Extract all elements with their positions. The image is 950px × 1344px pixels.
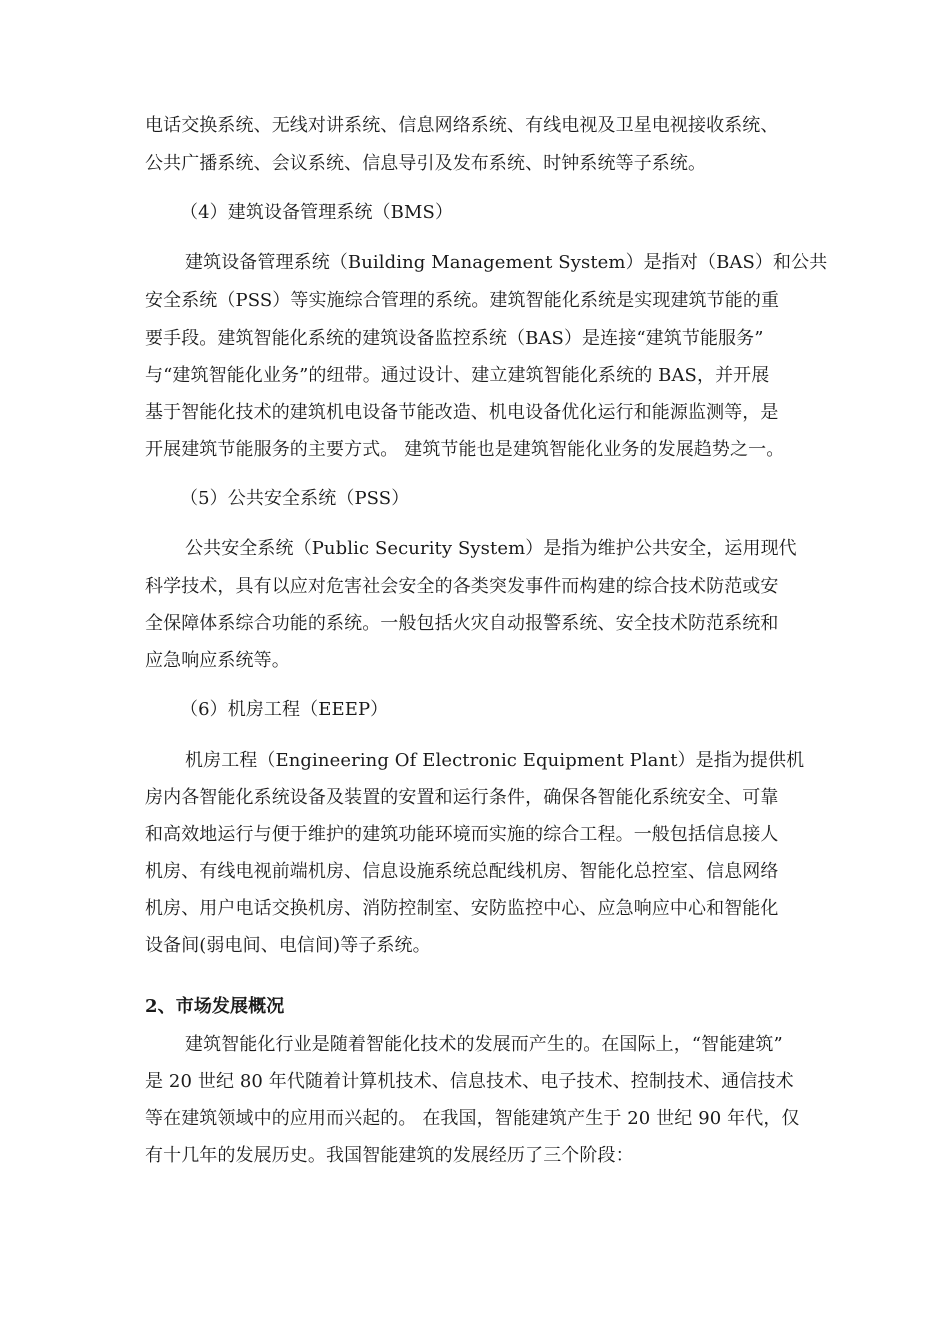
- paragraph-line: 应急响应系统等。: [145, 650, 290, 671]
- paragraph-line: 全保障体系综合功能的系统。一般包括火灾自动报警系统、安全技术防范系统和: [145, 613, 779, 634]
- paragraph-line: 和高效地运行与便于维护的建筑功能环境而实施的综合工程。一般包括信息接人: [145, 824, 779, 845]
- paragraph-line: 等在建筑领域中的应用而兴起的。 在我国，智能建筑产生于 20 世纪 90 年代，仅: [145, 1108, 800, 1129]
- paragraph-line: 房内各智能化系统设备及装置的安置和运行条件，确保各智能化系统安全、可靠: [145, 787, 779, 808]
- paragraph-line: 建筑智能化行业是随着智能化技术的发展而产生的。在国际上，“智能建筑”: [185, 1034, 783, 1055]
- paragraph-line: 是 20 世纪 80 年代随着计算机技术、信息技术、电子技术、控制技术、通信技术: [145, 1071, 794, 1092]
- paragraph-line: 建筑设备管理系统（Building Management System）是指对（BAS）和公共: [185, 252, 828, 273]
- paragraph-line: 公共安全系统（Public Security System）是指为维护公共安全，运用现代: [185, 538, 797, 559]
- paragraph-line: 有十几年的发展历史。我国智能建筑的发展经历了三个阶段：: [145, 1145, 634, 1166]
- paragraph-line: 设备间(弱电间、电信间)等子系统。: [145, 935, 431, 956]
- paragraph-line: 电话交换系统、无线对讲系统、信息网络系统、有线电视及卫星电视接收系统、: [145, 115, 779, 136]
- paragraph-line: 机房、用户电话交换机房、消防控制室、安防监控中心、应急响应中心和智能化: [145, 898, 779, 919]
- section-heading-pss: （5）公共安全系统（PSS）: [180, 488, 410, 509]
- section-heading-market: 2、市场发展概况: [145, 996, 285, 1017]
- paragraph-line: 公共广播系统、会议系统、信息导引及发布系统、时钟系统等子系统。: [145, 153, 707, 174]
- paragraph-line: 机房工程（Engineering Of Electronic Equipment Plant）是指为提供机: [185, 750, 805, 771]
- paragraph-line: 安全系统（PSS）等实施综合管理的系统。建筑智能化系统是实现建筑节能的重: [145, 290, 780, 311]
- paragraph-line: 科学技术，具有以应对危害社会安全的各类突发事件而构建的综合技术防范或安: [145, 576, 779, 597]
- paragraph-line: 基于智能化技术的建筑机电设备节能改造、机电设备优化运行和能源监测等，是: [145, 402, 779, 423]
- section-heading-bms: （4）建筑设备管理系统（BMS）: [180, 202, 454, 223]
- paragraph-line: 开展建筑节能服务的主要方式。 建筑节能也是建筑智能化业务的发展趋势之一。: [145, 439, 785, 460]
- paragraph-line: 机房、有线电视前端机房、信息设施系统总配线机房、智能化总控室、信息网络: [145, 861, 779, 882]
- section-heading-eeep: （6）机房工程（EEEP）: [180, 699, 389, 720]
- paragraph-line: 与“建筑智能化业务”的纽带。通过设计、建立建筑智能化系统的 BAS，并开展: [145, 365, 770, 386]
- paragraph-line: 要手段。建筑智能化系统的建筑设备监控系统（BAS）是连接“建筑节能服务”: [145, 328, 764, 349]
